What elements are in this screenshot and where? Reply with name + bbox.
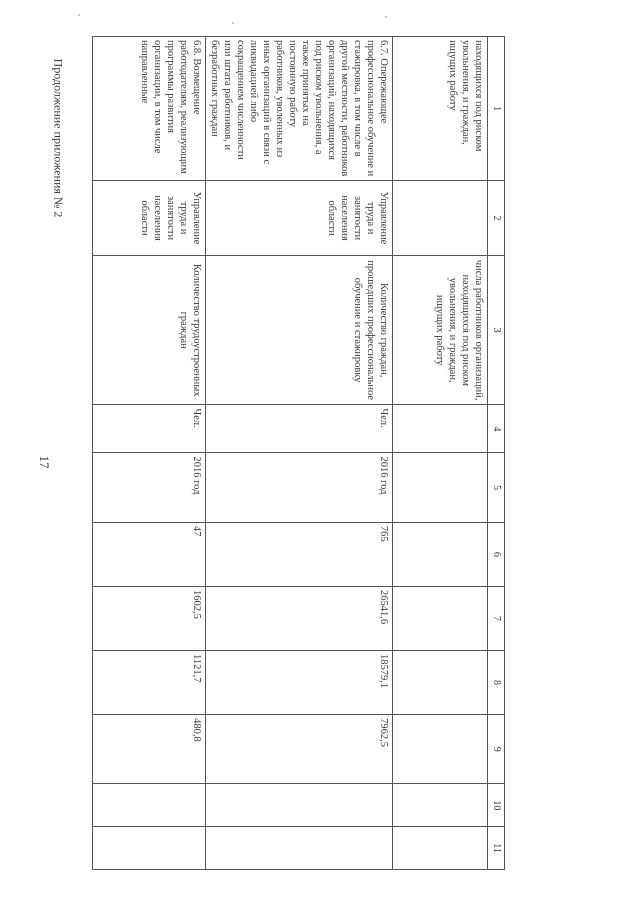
table-cell bbox=[93, 827, 206, 870]
column-header: 6 bbox=[488, 522, 505, 586]
table-cell: находящихся под риском увольнения, и граждан, ищущих работу bbox=[393, 37, 488, 181]
table-cell bbox=[393, 784, 488, 827]
table-cell bbox=[393, 651, 488, 715]
table-cell bbox=[393, 522, 488, 586]
column-header: 8 bbox=[488, 651, 505, 715]
column-header: 7 bbox=[488, 586, 505, 650]
table-cell: 18579,1 bbox=[206, 651, 393, 715]
table-cell: 26541,6 bbox=[206, 586, 393, 650]
table-row bbox=[393, 37, 488, 870]
table-cell: 1121,7 bbox=[93, 651, 206, 715]
scan-speck bbox=[78, 14, 80, 16]
table-cell: 47 bbox=[93, 522, 206, 586]
table-cell: 6.8. Возмещение работодателям, реализующим программы развития организации, в том числе направленные bbox=[93, 37, 206, 181]
table-cell: 7962,5 bbox=[206, 715, 393, 784]
table-cell: Чел. bbox=[206, 405, 393, 453]
column-header: 5 bbox=[488, 453, 505, 522]
column-header: 11 bbox=[488, 827, 505, 870]
rotated-table-area bbox=[95, 36, 505, 870]
table-cell: Количество трудоустроенных граждан bbox=[93, 255, 206, 405]
table-cell: Чел. bbox=[93, 405, 206, 453]
table-cell bbox=[206, 784, 393, 827]
column-header: 3 bbox=[488, 255, 505, 405]
table-cell bbox=[393, 586, 488, 650]
table-cell bbox=[393, 453, 488, 522]
table-cell: 480,8 bbox=[93, 715, 206, 784]
page-number: 17 bbox=[37, 455, 52, 469]
table-cell bbox=[393, 405, 488, 453]
table-cell: 2016 год bbox=[206, 453, 393, 522]
scan-speck bbox=[385, 16, 387, 18]
scan-speck bbox=[232, 22, 234, 24]
table-cell: Управление труда и занятости населения области bbox=[93, 181, 206, 256]
column-header: 1 bbox=[488, 37, 505, 181]
table-cell bbox=[93, 784, 206, 827]
table-cell: 2016 год bbox=[93, 453, 206, 522]
table-cell bbox=[393, 827, 488, 870]
table-cell bbox=[393, 181, 488, 256]
table-header-row bbox=[488, 37, 505, 870]
data-table bbox=[92, 36, 505, 870]
column-header: 4 bbox=[488, 405, 505, 453]
table-cell: Управление труда и занятости населения области bbox=[206, 181, 393, 256]
table-cell: Количество граждан, прошедших профессиональное обучение и стажировку bbox=[206, 255, 393, 405]
table-row bbox=[206, 37, 393, 870]
column-header: 10 bbox=[488, 784, 505, 827]
table-row bbox=[93, 37, 206, 870]
table-cell: 765 bbox=[206, 522, 393, 586]
table-container bbox=[95, 36, 505, 870]
table-cell: числа работников организаций, находящихся под риском увольнения, и граждан, ищущих работу bbox=[393, 255, 488, 405]
running-header: Продолжение приложения № 2 bbox=[51, 58, 66, 218]
column-header: 9 bbox=[488, 715, 505, 784]
table-cell: 6.7. Опережающее профессиональное обучение и стажировка, в том числе в другой местности, работников организаций, находящихся под риском увольнения, а также принятых на постоянную работу работников, уволенных из иных организаций в связи с ликвидацией либо сокращением численности или штата работников, и безработных граждан bbox=[206, 37, 393, 181]
table-cell bbox=[206, 827, 393, 870]
table-cell bbox=[393, 715, 488, 784]
column-header: 2 bbox=[488, 181, 505, 256]
table-cell: 1602,5 bbox=[93, 586, 206, 650]
